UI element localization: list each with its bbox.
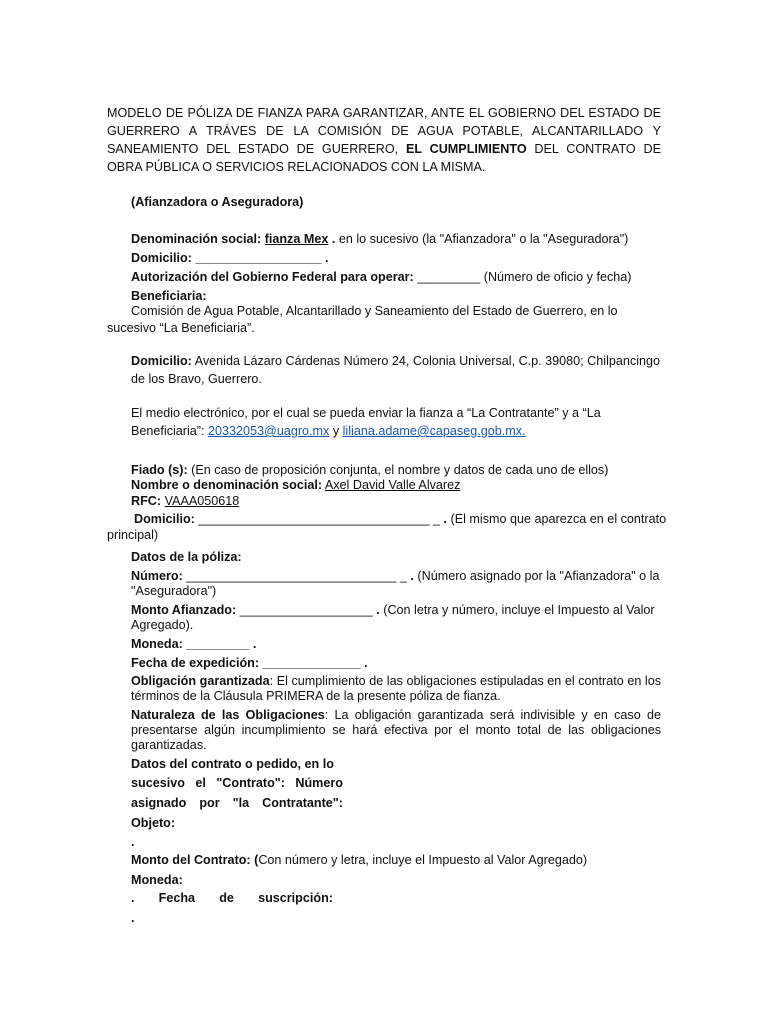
- domicilio-fiado-note1: (El mismo que aparezca en el contrato: [450, 512, 667, 526]
- monto-afianzado-label: Monto Afianzado:: [131, 603, 237, 617]
- moneda-label: Moneda:: [131, 637, 183, 651]
- contrato-line2-w2: el: [195, 776, 206, 790]
- domicilio-afianzadora-label: Domicilio:: [131, 251, 192, 265]
- nombre-label: Nombre o denominación social:: [131, 478, 323, 492]
- contrato-line3: [131, 795, 343, 811]
- contrato-line2-w1: sucesivo: [131, 776, 185, 790]
- beneficiaria-text1: Comisión de Agua Potable, Alcantarillado y Saneamiento del Estado de Guerrero, en lo: [131, 304, 618, 318]
- fiado-line: [131, 462, 608, 478]
- monto-afianzado-blank: ___________________: [239, 603, 373, 617]
- numero-blank: ______________________________ _: [186, 569, 407, 583]
- domicilio-afianzadora-dot: .: [324, 251, 329, 265]
- title-bold: EL CUMPLIMIENTO: [405, 142, 527, 156]
- contrato-line2-w4: Número: [295, 776, 343, 790]
- contrato-line2-w3: "Contrato":: [216, 776, 285, 790]
- naturaleza-paragraph: [131, 708, 661, 753]
- email-link-capaseg[interactable]: liliana.adame@capaseg.gob.mx.: [342, 424, 526, 438]
- contrato-line1: Datos del contrato o pedido, en lo: [131, 757, 334, 771]
- denominacion-line: [131, 231, 628, 247]
- document-title: [107, 104, 661, 176]
- contrato-line3-w3: "la: [232, 796, 250, 810]
- monto-contrato-note: Con número y letra, incluye el Impuesto al Valor Agregado): [258, 853, 588, 867]
- fecha-expedicion-label: Fecha de expedición:: [131, 656, 260, 670]
- naturaleza-label: Naturaleza de las Obligaciones: [131, 708, 325, 722]
- fecha-suscripcion-w3: de: [219, 891, 234, 905]
- domicilio-beneficiaria-line2: de los Bravo, Guerrero.: [131, 372, 262, 386]
- afianzadora-heading: (Afianzadora o Aseguradora): [131, 195, 304, 209]
- rfc-label: RFC:: [131, 494, 162, 508]
- denominacion-label: Denominación social:: [131, 232, 262, 246]
- numero-note1: (Número asignado por la "Afianzadora" o la: [417, 569, 660, 583]
- domicilio-fiado-blank: _________________________________ _: [198, 512, 441, 526]
- domicilio-beneficiaria-text1: Avenida Lázaro Cárdenas Número 24, Colonia Universal, C.p. 39080; Chilpancingo: [194, 354, 660, 368]
- medio-prefix: Beneficiaria”:: [131, 424, 205, 438]
- monto-afianzado-line: [131, 602, 655, 618]
- monto-contrato-label: Monto del Contrato: (: [131, 853, 259, 867]
- nombre-line: [131, 477, 460, 493]
- fecha-expedicion-blank: ______________: [262, 656, 361, 670]
- fecha-suscripcion-w2: Fecha: [158, 891, 196, 905]
- domicilio-beneficiaria-label: Domicilio:: [131, 354, 192, 368]
- monto-afianzado-note1: (Con letra y número, incluye el Impuesto al Valor: [383, 603, 655, 617]
- fecha-suscripcion-w1: .: [131, 891, 135, 905]
- contrato-line2: [131, 775, 343, 791]
- denominacion-rest: en lo sucesivo (la "Afianzadora" o la "Aseguradora"): [338, 232, 629, 246]
- medio-line1: El medio electrónico, por el cual se pueda enviar la fianza a “La Contratante” y a “La: [131, 406, 601, 420]
- monto-afianzado-note2: Agregado).: [131, 618, 194, 632]
- nombre-value: Axel David Valle Alvarez: [324, 478, 461, 492]
- monto-contrato-line: [131, 852, 587, 868]
- obligacion-text: : El cumplimiento de las obligaciones estipuladas en el contrato en los términos de la Cláusula PRIMERA de la presente póliza de fianza.: [131, 674, 661, 703]
- fiado-label: Fiado (s):: [131, 463, 188, 477]
- domicilio-fiado-dot: .: [443, 512, 448, 526]
- title-part2: DEL CONTRATO DE OBRA PÚBLICA O SERVICIOS RELACIONADOS CON LA MISMA.: [107, 142, 661, 174]
- beneficiaria-line1: [131, 303, 661, 319]
- domicilio-afianzadora-blank: __________________: [195, 251, 322, 265]
- domicilio-fiado-label: Domicilio:: [134, 512, 195, 526]
- medio-connector: y: [332, 424, 340, 438]
- denominacion-dot: .: [331, 232, 336, 246]
- title-part1: MODELO DE PÓLIZA DE FIANZA PARA GARANTIZAR, ANTE EL GOBIERNO DEL ESTADO DE GUERRERO A TRÁVES DE LA COMISIÓN DE AGUA POTABLE, ALCANTARILLADO Y SANEAMIENTO DEL ESTADO DE GUERRERO,: [107, 106, 661, 156]
- numero-label: Número:: [131, 569, 183, 583]
- numero-line: [131, 568, 659, 584]
- domicilio-fiado-line: [134, 511, 666, 527]
- objeto-dot: .: [131, 835, 135, 849]
- fecha-suscripcion-line: [131, 890, 333, 906]
- moneda-dot: .: [252, 637, 257, 651]
- autorizacion-note: (Número de oficio y fecha): [483, 270, 632, 284]
- autorizacion-label: Autorización del Gobierno Federal para operar:: [131, 270, 414, 284]
- rfc-value: VAAA050618: [164, 494, 240, 508]
- autorizacion-blank: _________: [417, 270, 481, 284]
- poliza-heading: Datos de la póliza:: [131, 550, 242, 564]
- medio-line2: [131, 423, 526, 439]
- obligacion-label: Obligación garantizada: [131, 674, 270, 688]
- final-dot: .: [131, 911, 135, 925]
- contrato-line3-w2: por: [199, 796, 220, 810]
- rfc-line: [131, 493, 239, 509]
- monto-afianzado-dot: .: [376, 603, 380, 617]
- domicilio-afianzadora-line: [131, 250, 328, 266]
- contrato-line3-w4: Contratante":: [262, 796, 343, 810]
- autorizacion-line: [131, 269, 631, 285]
- obligacion-paragraph: [131, 674, 661, 704]
- fecha-suscripcion-w4: suscripción:: [258, 891, 333, 905]
- fiado-note: (En caso de proposición conjunta, el nombre y datos de cada uno de ellos): [191, 463, 609, 477]
- moneda-contrato-label: Moneda:: [131, 873, 183, 887]
- beneficiaria-line2: sucesivo “La Beneficiaria”.: [107, 321, 255, 335]
- domicilio-beneficiaria-line1: [131, 353, 660, 369]
- naturaleza-text: : La obligación garantizada será indivisible y en caso de presentarse algún incumplimiento se hará efectiva por el monto total de las obligaciones garantizadas.: [131, 708, 661, 752]
- moneda-blank: _________: [186, 637, 250, 651]
- fecha-expedicion-dot: .: [364, 656, 368, 670]
- denominacion-value: fianza Mex: [264, 232, 329, 246]
- email-link-uagro[interactable]: 20332053@uagro.mx: [208, 424, 330, 438]
- moneda-line: [131, 636, 256, 652]
- fecha-expedicion-line: [131, 655, 368, 671]
- domicilio-fiado-note2: principal): [107, 528, 159, 542]
- contrato-line3-w1: asignado: [131, 796, 187, 810]
- numero-dot: .: [410, 569, 414, 583]
- objeto-label: Objeto:: [131, 816, 176, 830]
- beneficiaria-label: Beneficiaria:: [131, 289, 207, 303]
- numero-note2: "Aseguradora"): [131, 584, 217, 598]
